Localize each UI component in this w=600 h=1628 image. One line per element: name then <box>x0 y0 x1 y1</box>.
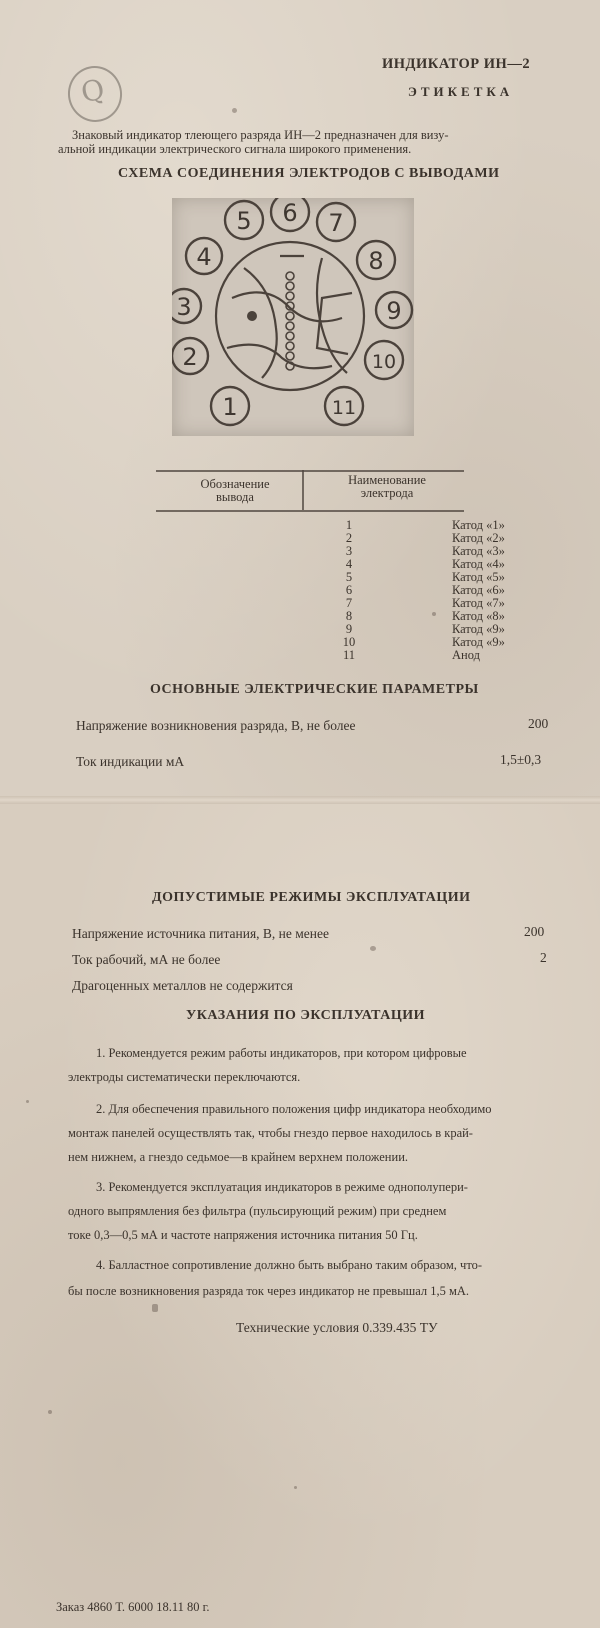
table-row-name: Катод «4» <box>452 557 505 571</box>
pin-label-9: 9 <box>386 297 402 325</box>
cathode-dot-7 <box>286 332 294 340</box>
pin-label-11: 11 <box>331 397 357 419</box>
cathode-dot-1 <box>286 272 294 280</box>
instr-p2-line2: монтаж панелей осуществлять так, чтобы гнездо первое находилось в край- <box>68 1126 473 1140</box>
table-top-rule <box>156 470 464 472</box>
table-row-num: 9 <box>345 622 353 636</box>
ink-speck <box>432 612 436 616</box>
instr-p1-line2: электроды систематически переключаются. <box>68 1070 301 1084</box>
electrical-param-2-label: Ток индикации мА <box>76 754 185 769</box>
cathode-dot-9 <box>286 352 294 360</box>
wire-3 <box>244 268 277 378</box>
pin-diagram-svg <box>172 198 414 436</box>
electrical-param-2-value: 1,5±0,3 <box>500 752 542 767</box>
instr-p2-line3: нем нижнем, а гнездо седьмое—в крайнем верхнем положении. <box>68 1150 409 1164</box>
table-row <box>0 557 600 571</box>
instructions-title: УКАЗАНИЯ ПО ЭКСПЛУАТАЦИИ <box>186 1008 425 1023</box>
electrical-param-1-value: 200 <box>528 716 549 731</box>
paper-fold <box>0 796 600 804</box>
table-row-num: 4 <box>345 557 353 571</box>
pin-label-1: 1 <box>222 393 238 421</box>
table-row <box>0 648 600 662</box>
table-header-rule <box>156 510 464 512</box>
table-row <box>0 609 600 623</box>
table-row-num: 1 <box>345 518 353 532</box>
table-row <box>0 583 600 597</box>
table-row-name: Катод «2» <box>452 531 505 545</box>
table-row-name: Катод «5» <box>452 570 505 584</box>
table-col2-header <box>328 474 446 500</box>
cathode-dot-6 <box>286 322 294 330</box>
table-row <box>0 518 600 532</box>
cathode-dot-5 <box>286 312 294 320</box>
pin-label-3: 3 <box>176 293 192 321</box>
table-row-num: 10 <box>342 635 356 649</box>
instr-p1-line1: 1. Рекомендуется режим работы индикаторов, при котором цифровые <box>96 1046 467 1060</box>
modes-note: Драгоценных металлов не содержится <box>72 978 293 993</box>
table-row <box>0 596 600 610</box>
table-row-name: Катод «7» <box>452 596 505 610</box>
table-col1-header-line2: вывода <box>216 490 254 504</box>
cathode-dot-2 <box>286 282 294 290</box>
table-row <box>0 531 600 545</box>
wire-5 <box>317 293 352 354</box>
technical-spec: Технические условия 0.339.435 ТУ <box>236 1320 438 1335</box>
table-row-name: Анод <box>452 648 480 662</box>
table-row <box>0 635 600 649</box>
table-row-num: 8 <box>345 609 353 623</box>
pin-label-4: 4 <box>196 243 212 271</box>
table-row <box>0 622 600 636</box>
table-row-num: 3 <box>345 544 353 558</box>
pin-label-2: 2 <box>182 343 198 371</box>
table-row <box>0 570 600 584</box>
table-col2-header-line2: электрода <box>360 486 414 500</box>
instr-p3-line2: одного выпрямления без фильтра (пульсирующий режим) при среднем <box>68 1204 447 1218</box>
instr-p3-line1: 3. Рекомендуется эксплуатация индикаторов в режиме однополупери- <box>96 1180 468 1194</box>
wire-4 <box>317 258 347 373</box>
table-row <box>0 544 600 558</box>
intro-line-1: Знаковый индикатор тлеющего разряда ИН—2 предназначен для визу- <box>72 128 449 142</box>
ink-speck <box>232 108 237 113</box>
instr-p4-line1: 4. Балластное сопротивление должно быть выбрано таким образом, что- <box>96 1258 483 1272</box>
intro-line-2: альной индикации электрического сигнала широкого применения. <box>58 142 412 156</box>
pin-label-10: 10 <box>371 351 397 373</box>
instr-p4-line2: бы после возникновения разряда ток через индикатор не превышал 1,5 мА. <box>68 1284 470 1298</box>
order-number: Заказ 4860 Т. 6000 18.11 80 г. <box>56 1600 210 1614</box>
ink-speck <box>152 1304 158 1312</box>
ink-speck <box>294 1486 297 1489</box>
table-row-num: 11 <box>342 648 356 662</box>
label-title: ИНДИКАТОР ИН—2 <box>382 56 531 72</box>
table-row-name: Катод «8» <box>452 609 505 623</box>
ink-speck <box>26 1100 29 1103</box>
scheme-title: СХЕМА СОЕДИНЕНИЯ ЭЛЕКТРОДОВ С ВЫВОДАМИ <box>118 166 500 181</box>
table-row-num: 5 <box>345 570 353 584</box>
table-row-name: Катод «9» <box>452 622 505 636</box>
table-col1-header-line1: Обозначение <box>200 477 270 491</box>
table-row-num: 7 <box>345 596 353 610</box>
pin-label-7: 7 <box>328 209 344 237</box>
pin-label-8: 8 <box>368 247 384 275</box>
table-row-num: 6 <box>345 583 353 597</box>
instr-p3-line3: токе 0,3—0,5 мА и частоте напряжения источника питания 50 Гц. <box>68 1228 418 1242</box>
handwritten-mark-letter: Q <box>78 72 108 110</box>
modes-title: ДОПУСТИМЫЕ РЕЖИМЫ ЭКСПЛУАТАЦИИ <box>152 890 471 905</box>
cathode-dot-3 <box>286 292 294 300</box>
pin-diagram <box>172 198 414 436</box>
modes-param-2-label: Ток рабочий, мА не более <box>72 952 221 967</box>
table-col2-header-line1: Наименование <box>348 473 426 487</box>
electrical-title: ОСНОВНЫЕ ЭЛЕКТРИЧЕСКИЕ ПАРАМЕТРЫ <box>150 682 479 697</box>
label-subtitle: ЭТИКЕТКА <box>408 84 514 99</box>
table-row-name: Катод «6» <box>452 583 505 597</box>
pin-label-6: 6 <box>282 199 298 227</box>
electrical-param-1-label: Напряжение возникновения разряда, В, не более <box>76 718 356 733</box>
pin-label-5: 5 <box>236 207 252 235</box>
instr-p2-line1: 2. Для обеспечения правильного положения цифр индикатора необходимо <box>96 1102 492 1116</box>
table-column-divider <box>302 470 304 510</box>
modes-param-2-value: 2 <box>540 950 547 965</box>
modes-param-1-value: 200 <box>524 924 545 939</box>
table-row-name: Катод «9» <box>452 635 505 649</box>
key-dot <box>247 311 257 321</box>
ink-speck <box>370 946 376 951</box>
table-row-num: 2 <box>345 531 353 545</box>
table-row-name: Катод «3» <box>452 544 505 558</box>
cathode-dot-8 <box>286 342 294 350</box>
ink-speck <box>48 1410 52 1414</box>
table-row-name: Катод «1» <box>452 518 505 532</box>
table-col1-header <box>180 478 290 504</box>
modes-param-1-label: Напряжение источника питания, В, не менее <box>72 926 330 941</box>
